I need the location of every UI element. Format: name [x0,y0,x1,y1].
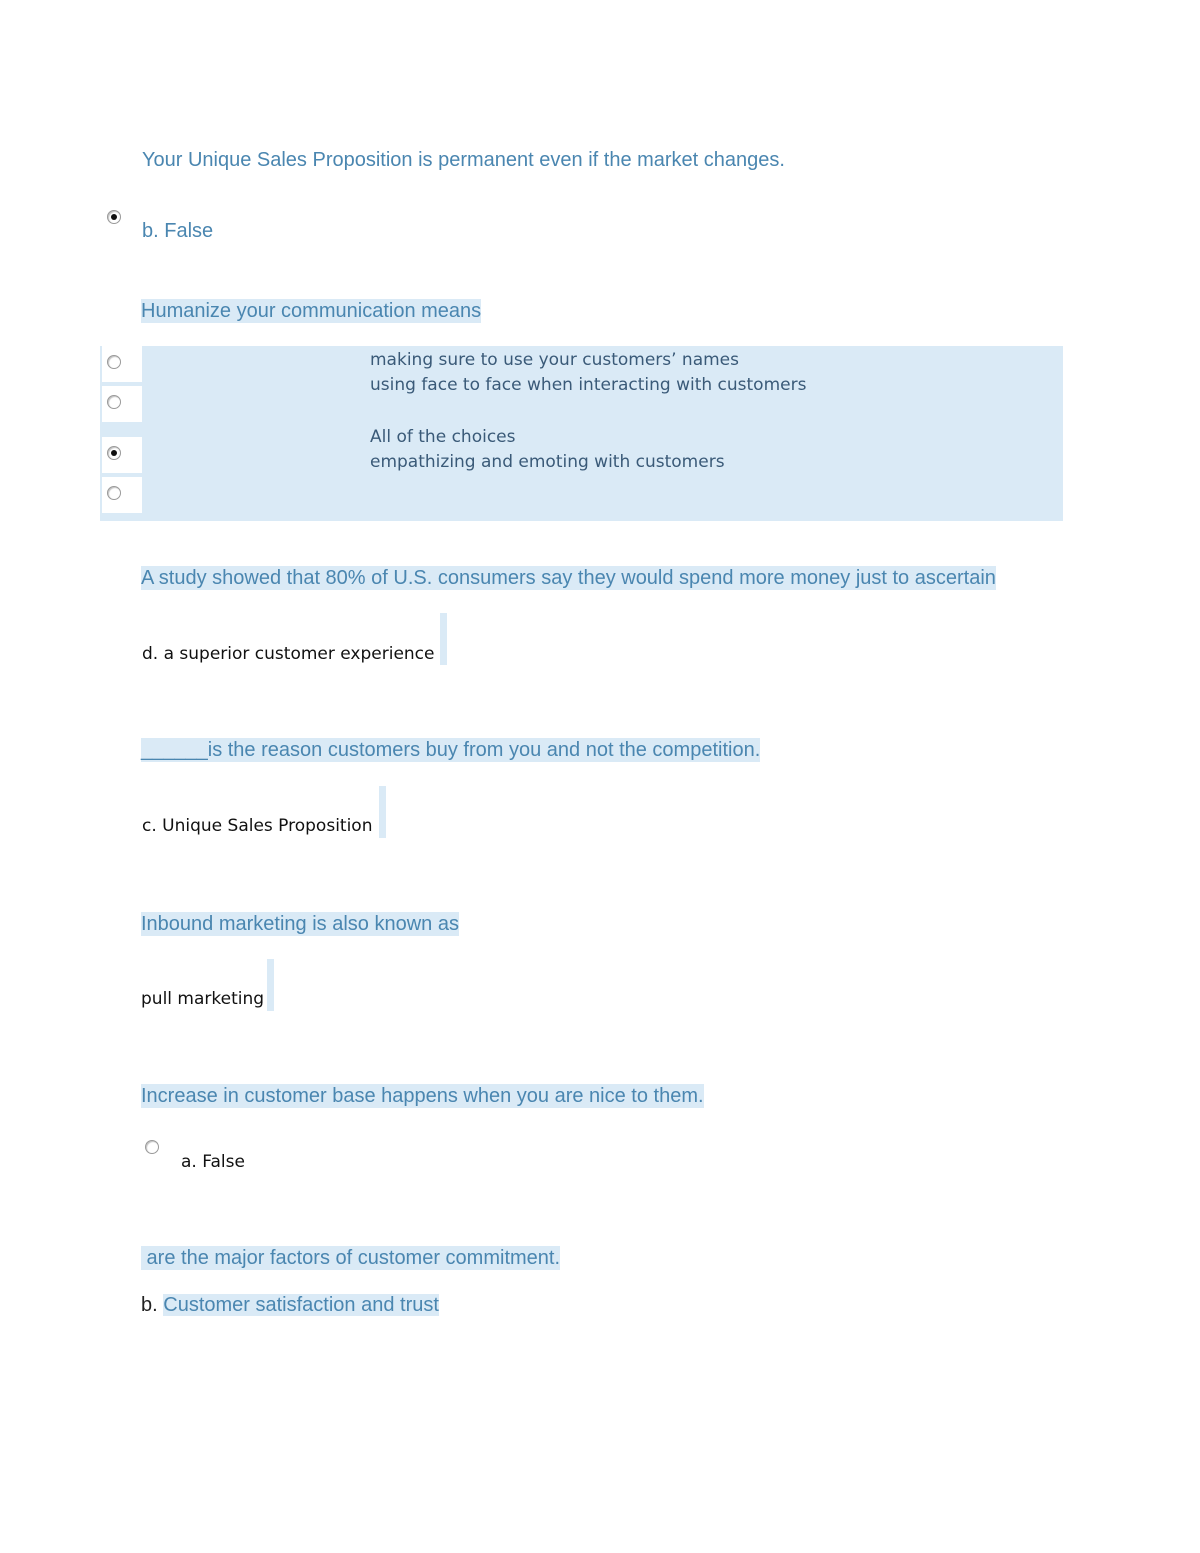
question-4-text [141,738,760,762]
question-7-text: are the major factors of customer commitment. [141,1247,561,1269]
q1-radio-selected[interactable] [107,210,121,224]
question-6-answer: a. False [181,1152,245,1172]
q2-option-1: making sure to use your customers’ names [370,350,740,370]
text-cursor-marker [267,959,274,1011]
fill-in-blank: ______ [141,739,208,761]
text-cursor-marker [440,613,447,665]
question-1-answer: b. False [142,220,214,242]
question-6-text: Increase in customer base happens when you are nice to them. [141,1085,704,1107]
question-2-text: Humanize your communication means [141,300,482,322]
q2-radio-option-4[interactable] [107,486,121,500]
q2-radio-option-1[interactable] [107,355,121,369]
question-3-answer: d. a superior customer experience [142,644,435,664]
question-1-text: Your Unique Sales Proposition is permanent even if the market changes. [142,149,785,171]
q2-option-3: All of the choices [370,427,516,447]
question-3-text: A study showed that 80% of U.S. consumers say they would spend more money just to ascertain [141,567,996,589]
q2-option-4: empathizing and emoting with customers [370,452,725,472]
question-4-body: is the reason customers buy from you and not the competition. [207,739,761,761]
question-4-answer: c. Unique Sales Proposition [142,816,373,836]
question-5-text: Inbound marketing is also known as [141,913,459,935]
q6-radio[interactable] [145,1140,159,1154]
q2-radio-option-3-selected[interactable] [107,446,121,460]
q2-radio-option-2[interactable] [107,395,121,409]
q2-option-2: using face to face when interacting with customers [370,375,807,395]
q2-options-block [100,346,1063,521]
question-7-answer [141,1293,439,1317]
text-cursor-marker [379,786,386,838]
question-5-answer: pull marketing [141,989,265,1009]
answer-prefix: b. [141,1294,158,1316]
answer-text: Customer satisfaction and trust [163,1294,439,1316]
